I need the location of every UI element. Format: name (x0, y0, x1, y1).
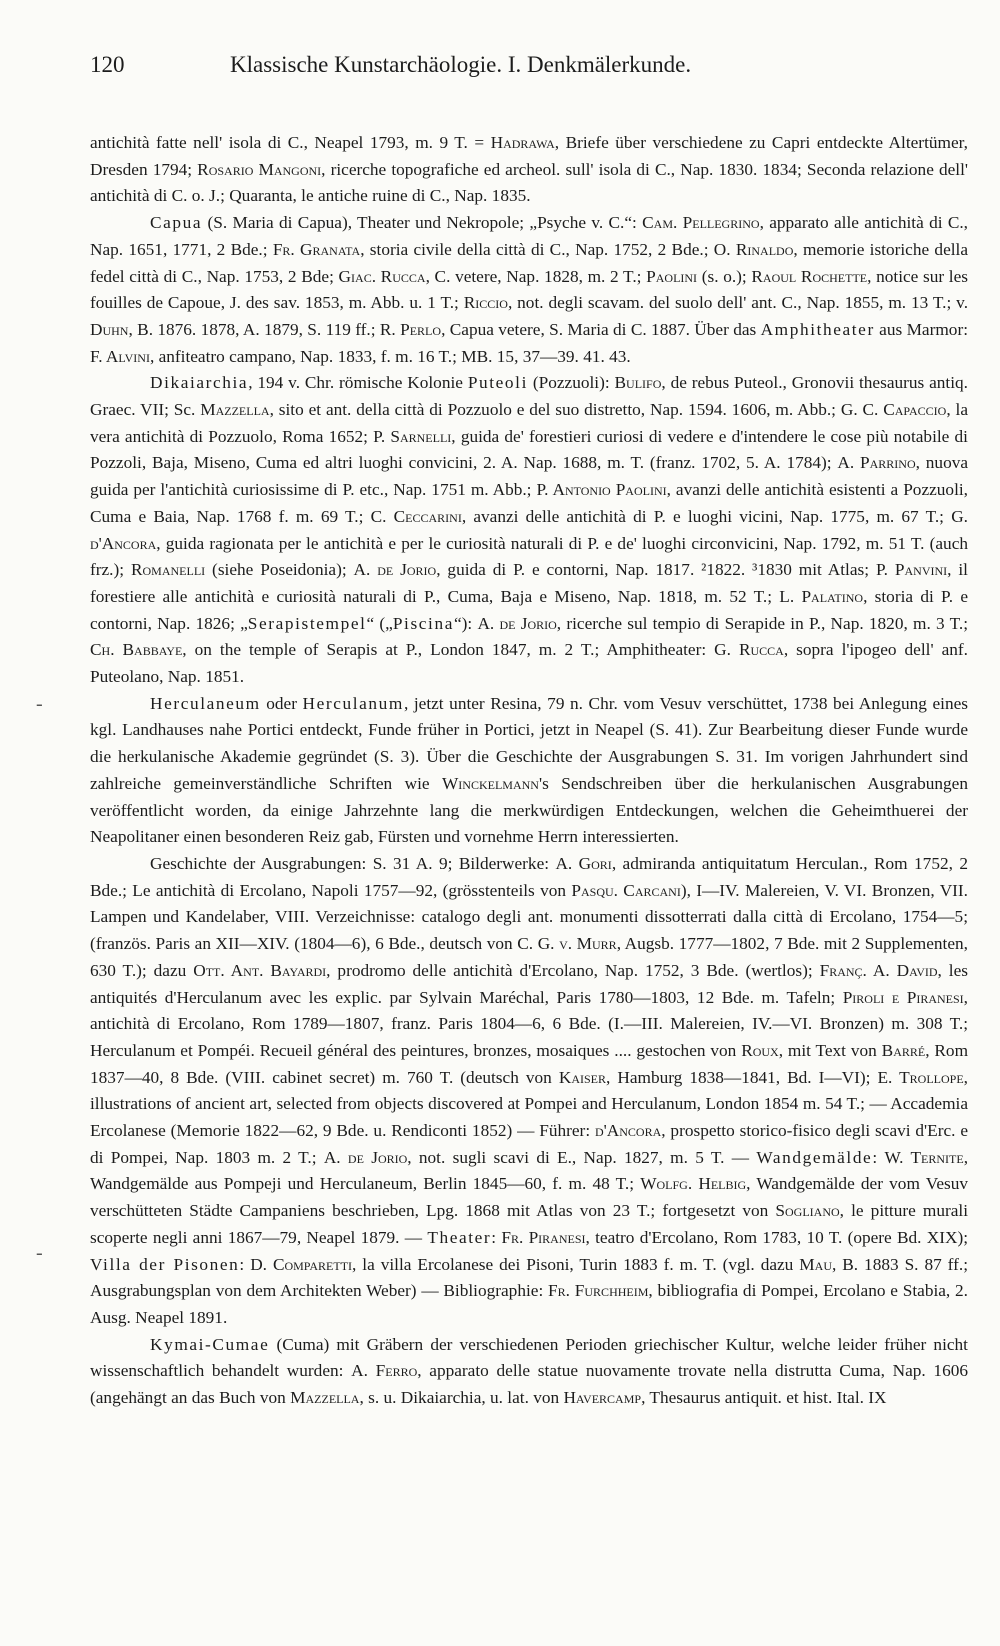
text-run: , apparato alle antichità di C., Nap. 1651, 1771, 2 Bde.; (90, 213, 968, 259)
text-run: , Augsb. 1777—1802, 7 Bde. mit 2 Supplementen, 630 T.); dazu (90, 934, 968, 980)
text-run: , avanzi delle antichità di P. e luoghi vicini, Nap. 1775, m. 67 T.; (461, 506, 952, 526)
paragraph (90, 210, 968, 370)
text-run: (Pozzuoli): (527, 373, 615, 393)
spaced-heading: Herculanum (302, 693, 404, 713)
text-run: , Capua vetere, S. Maria di C. 1887. Über das (441, 319, 761, 339)
text-run: , Thesaurus antiquit. et hist. Ital. IX (641, 1388, 887, 1408)
text-run: , sito et ant. della città di Pozzuolo e del suo distretto, Nap. 1594. 1606, m. Abb.; (269, 400, 841, 420)
author-name: E. Trollope (877, 1067, 964, 1087)
text-run: , C. vetere, Nap. 1828, m. 2 T.; (425, 266, 647, 286)
spaced-heading: Villa der Pisonen (90, 1254, 240, 1274)
author-name: Raoul Rochette (751, 266, 868, 286)
text-run: : (491, 1227, 502, 1247)
author-name: P. Sarnelli (373, 426, 452, 446)
text-run: : (239, 1254, 251, 1274)
author-name: F. Alvini (90, 346, 150, 366)
body-text (90, 130, 968, 1412)
author-name: Fr. Piranesi (501, 1227, 586, 1247)
author-name: Romanelli (130, 560, 206, 580)
author-name: Roux (741, 1040, 779, 1060)
author-name: C. Ceccarini (370, 506, 462, 526)
text-run: , prodromo delle antichità d'Ercolano, Nap. 1752, 3 Bde. (wertlos); (326, 960, 820, 980)
margin-mark: - (36, 693, 43, 715)
spaced-heading: Amphitheater (760, 319, 875, 339)
text-run: , le pitture murali scoperte negli anni 1867—79, Neapel 1879. — (90, 1201, 968, 1247)
author-name: C. G. v. Murr (517, 934, 617, 954)
author-name: R. Perlo (379, 319, 442, 339)
text-run: , antichità di Ercolano, Rom 1789—1807, franz. Paris 1804—6, 6 Bde. (I.—III. Malereien, IV.—VI. Bronzen) m. 308 T.; Herculanum et Pompéi. Recueil général des peintures, bronzes, mosaiques .... gestochen von (90, 987, 968, 1060)
paragraph (90, 130, 968, 210)
text-run: , ricerche topografiche ed archeol. sull' isola di C., Nap. 1830. 1834; Seconda relazione dell' antichità di C. o. J.; Quaranta, le antiche ruine di C., Nap. 1835. (90, 159, 968, 206)
author-name: G. d'Ancora (90, 506, 968, 553)
text-run: , nuova guida per l'antichità curiosissime di P. etc., Nap. 1751 m. Abb.; (90, 453, 969, 500)
author-name: P. Antonio Paolini (536, 480, 667, 500)
author-name: A. de Jorio (477, 613, 557, 633)
author-name: Ch. Babbaye (90, 640, 183, 660)
author-name: Paolini (646, 266, 698, 286)
author-name: Cam. Pellegrino (642, 213, 760, 233)
author-name: A. Ferro (351, 1361, 418, 1381)
paragraph (90, 691, 968, 851)
author-name: Mazzella (200, 400, 270, 420)
text-run: , Wandgemälde der vom Vesuv verschütteten Städte Campaniens beschrieben, Lpg. 1868 mit Atlas von 23 T.; fortgesetzt von (90, 1174, 968, 1221)
text-run: , mit Text von (778, 1040, 882, 1060)
author-name: Mau (799, 1254, 832, 1274)
spaced-heading: Capua (150, 213, 203, 233)
text-run: , prospetto storico-fisico degli scavi d'Erc. e di Pompei, Nap. 1803 m. 2 T.; (90, 1121, 968, 1167)
text-run: , la villa Ercolanese dei Pisoni, Turin 1883 f. m. T. (vgl. dazu (352, 1254, 800, 1274)
text-run: , on the temple of Serapis at P., London 1847, m. 2 T.; Amphitheater: (182, 640, 715, 660)
author-name: Piroli e Piranesi (842, 987, 964, 1007)
text-run: oder (260, 693, 303, 713)
text-run: , il forestiere alle antichità e curiosità naturali di P., Cuma, Baja e Miseno, Nap. 1818, m. 52 T.; (90, 560, 968, 606)
author-name: A. Gori (555, 853, 612, 873)
running-title: Klassische Kunstarchäologie. I. Denkmälerkunde. (230, 52, 692, 77)
text-run: , guida di P. e contorni, Nap. 1817. ²1822. ³1830 mit Atlas; (436, 560, 876, 580)
text-run: , memorie istoriche della fedel città di C., Nap. 1753, 2 Bde; (90, 239, 969, 286)
author-name: Kaiser (558, 1067, 606, 1087)
author-name: A. de Jorio (323, 1147, 408, 1167)
author-name: Wolfg. Helbig (640, 1174, 747, 1194)
author-name: Bulifo (614, 373, 662, 393)
author-name: Fr. Furchheim (548, 1281, 649, 1301)
text-run: , jetzt unter Resina, 79 n. Chr. vom Vesuv verschüttet, 1738 bei Anlegung eines kgl. Landhauses nahe Portici entdeckt, Funde früher in Portici, jetzt in Neapel (S. 41). Zur Bearbeitung dieser Funde wurde die herkulanische Akademie gegründet (S. 3). Über die Geschichte der Ausgrabungen S. 31. Im vorigen Jahrhundert sind zahlreiche gemeinverständliche Schriften wie (90, 693, 968, 793)
text-run: , 194 v. Chr. römische Kolonie (248, 373, 468, 393)
text-run: : (872, 1147, 885, 1167)
text-run: , guida ragionata per le antichità e per le curiosità naturali di P. e de' luoghi circonvicini, Nap. 1792, m. 51 T. (auch frz.); (90, 533, 968, 580)
author-name: Hadrawa (490, 133, 555, 152)
text-run: , notice sur les fouilles de Capoue, J. des sav. 1853, m. Abb. u. 1 T.; (90, 266, 969, 313)
text-run: , apparato delle statue nuovamente trovate nella distrutta Cuma, Nap. 1606 (angehängt an das Buch von (90, 1361, 968, 1408)
text-run: aus Marmor: (874, 319, 968, 339)
text-run: , B. 1876. 1878, A. 1879, S. 119 ff.; (128, 319, 380, 339)
author-name: L. Palatino (779, 586, 864, 606)
author-name: Havercamp (563, 1388, 642, 1408)
author-name: O. Rinaldo (713, 239, 794, 259)
text-run: ), I—IV. Malereien, V. VI. Bronzen, VII. Lampen und Kandelaber, VIII. Verzeichnisse: catalogo degli ant. monumenti dissotterrati dalla città di Ercolano, 1754—5; (französ. Paris an XII—XIV. (1804—6), 6 Bde., deutsch von (90, 880, 969, 954)
text-run: , not. sugli scavi di E., Nap. 1827, m. 5 T. — (407, 1147, 757, 1167)
page-header (90, 52, 968, 102)
paragraph (90, 851, 968, 1332)
text-run: , Hamburg 1838—1841, Bd. I—VI); (606, 1067, 878, 1087)
text-run: , de rebus Puteol., Gronovii thesaurus antiq. Graec. VII; Sc. (90, 373, 968, 420)
author-name: G. C. Capaccio (840, 400, 947, 420)
spaced-heading: Piscina (392, 613, 454, 633)
text-run: , Wandgemälde aus Pompeji und Herculaneum, Berlin 1845—60, f. m. 48 T.; (90, 1147, 969, 1194)
author-name: Riccio (463, 293, 508, 313)
text-run: , guida de' forestieri curiosi di vedere e d'intendere le cose più notabile di Pozzoli, Baja, Miseno, Cuma ed altri luoghi convicini, 2. A. Nap. 1688, m. T. (franz. 1702, 5. A. 1784); (90, 426, 968, 473)
text-run: , admiranda antiquitatum Herculan., Rom 1752, 2 Bde.; Le antichità di Ercolano, Napoli 1757—92, (grösstenteils von (90, 853, 968, 900)
author-name: Duhn (90, 319, 129, 339)
spaced-heading: Dikaiarchia (150, 373, 249, 393)
author-name: G. Rucca (714, 640, 784, 660)
text-run: , storia di P. e contorni, Nap. 1826; „ (90, 586, 968, 633)
text-run: , la vera antichità di Pozzuolo, Roma 1652; (90, 400, 968, 446)
spaced-heading: Wandgemälde (756, 1147, 873, 1167)
author-name: Giac. Rucca (338, 266, 426, 286)
text-run: , anfiteatro campano, Nap. 1833, f. m. 16 T.; MB. 15, 37—39. 41. 43. (149, 346, 631, 366)
text-run: , s. u. Dikaiarchia, u. lat. von (359, 1388, 564, 1408)
text-run: antichità fatte nell' isola di C., Neapel 1793, m. 9 T. = (90, 133, 491, 152)
paragraph (90, 370, 968, 690)
author-name: Mazzella (290, 1388, 360, 1408)
author-name: Ott. Ant. Bayardi (193, 960, 327, 980)
text-run: 's Sendschreiben über die herkulanischen Ausgrabungen veröffentlicht worden, da einige Jahrzehnte lang die merkwürdigen Entdeckungen, welchen die Geheimthuerei der Neapolitaner einen besonderen Reiz gab, Fürsten und vornehme Herrn interessierten. (90, 773, 968, 847)
text-run: , Briefe über verschiedene zu Capri entdeckte Altertümer, Dresden 1794; (90, 133, 969, 179)
page-number: 120 (90, 52, 125, 77)
author-name: Barré (881, 1040, 926, 1060)
author-name: D. Comparetti (250, 1254, 353, 1274)
author-name: A. Parrino (837, 453, 916, 473)
text-run: , bibliografia di Pompei, Ercolano e Stabia, 2. Ausg. Neapel 1891. (90, 1281, 969, 1327)
text-run: “ („ (366, 613, 393, 633)
text-run: , B. 1883 S. 87 ff.; Ausgrabungsplan von dem Architekten Weber) — Bibliographie: (90, 1254, 968, 1301)
spaced-heading: Herculaneum (150, 693, 261, 713)
text-run: , teatro d'Ercolano, Rom 1783, 10 T. (opere Bd. XIX); (585, 1227, 968, 1247)
author-name: Fr. Granata (272, 239, 361, 259)
author-name: Franç. A. David (819, 960, 938, 980)
spaced-heading: Kymai-Cumae (150, 1334, 270, 1354)
author-name: Rosario Mangoni (197, 159, 322, 179)
text-run: , Rom 1837—40, 8 Bde. (VIII. cabinet secret) m. 760 T. (deutsch von (90, 1040, 969, 1087)
text-run: , sopra l'ipogeo dell' anf. Puteolano, Nap. 1851. (90, 640, 968, 687)
spaced-heading: Theater (427, 1227, 492, 1247)
margin-mark: - (36, 1242, 43, 1264)
text-run: (s. o.); (697, 266, 752, 286)
author-name: d'Ancora (594, 1121, 662, 1141)
paragraph (90, 1332, 968, 1412)
author-name: W. Ternite (884, 1147, 964, 1167)
text-run: , storia civile della città di C., Nap. 1752, 2 Bde.; (360, 239, 714, 259)
text-run: , not. degli scavam. del suolo dell' ant. C., Nap. 1855, m. 13 T.; v. (507, 293, 969, 313)
text-run: , illustrations of ancient art, selected from objects discovered at Pompei and Herculanum, London 1854 m. 54 T.; — Accademia Ercolanese (Memorie 1822—62, 9 Bde. u. Rendiconti 1852) — Führer: (90, 1067, 968, 1141)
text-run: (Cuma) mit Gräbern der verschiedenen Perioden griechischer Kultur, welche leider früher nicht wissenschaftlich behandelt wurden: (90, 1334, 968, 1381)
text-run: , avanzi delle antichità esistenti a Pozzuoli, Cuma e Baia, Nap. 1768 f. m. 69 T.; (90, 480, 968, 526)
author-name: A. de Jorio (353, 560, 437, 580)
author-name: Winckelmann (442, 773, 539, 793)
author-name: P. Panvini (875, 560, 948, 580)
text-run: , ricerche sul tempio di Serapide in P., Nap. 1820, m. 3 T.; (556, 613, 968, 633)
spaced-heading: Puteoli (467, 373, 528, 393)
spaced-heading: Serapistempel (247, 613, 367, 633)
text-run: (S. Maria di Capua), Theater und Nekropole; „Psyche v. C.“: (202, 213, 643, 233)
author-name: Sogliano (775, 1201, 840, 1221)
text-run: “): (453, 613, 478, 633)
text-run: , les antiquités d'Herculanum avec les explic. par Sylvain Maréchal, Paris 1780—1803, 12 Bde. m. Tafeln; (90, 960, 969, 1007)
author-name: Pasqu. Carcani (571, 880, 681, 900)
text-run: Geschichte der Ausgrabungen: S. 31 A. 9; Bilderwerke: (150, 853, 556, 873)
text-run: (siehe Poseidonia); (205, 560, 354, 580)
